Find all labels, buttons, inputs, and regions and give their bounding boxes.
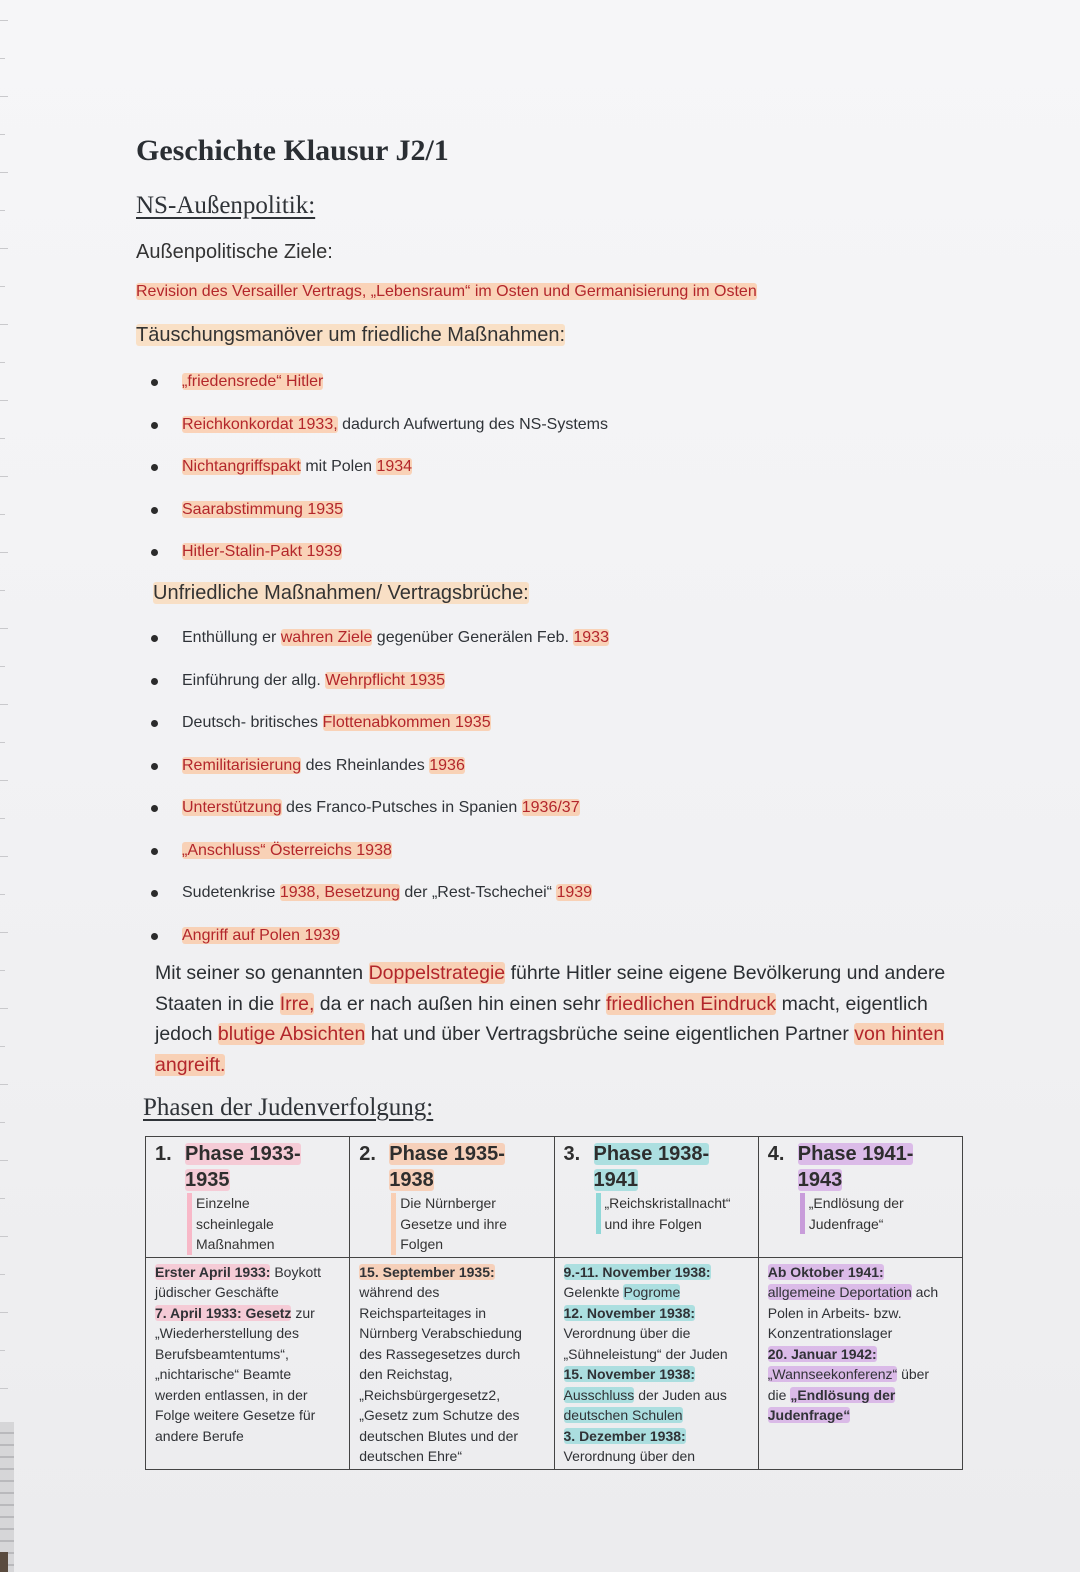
edge-tick	[0, 1160, 8, 1161]
edge-tick	[0, 248, 8, 249]
edge-tick	[0, 514, 5, 515]
phase-detail-date: 15. November 1938:	[563, 1366, 696, 1382]
edge-tick	[0, 1350, 5, 1351]
phase-detail-line	[155, 1426, 341, 1447]
edge-tick	[0, 932, 8, 933]
phase-description-line: Die Nürnberger	[400, 1195, 496, 1211]
phase-title-line: 1943	[797, 1169, 843, 1191]
edge-tick	[0, 856, 8, 857]
edge-tick	[0, 894, 5, 895]
phase-detail-text: Nürnberg Verabschiedung	[359, 1325, 522, 1341]
unpeaceful-measures-list	[146, 627, 609, 967]
phase-detail-highlight: „Endlösung der	[790, 1386, 896, 1403]
phase-detail-text: „Reichsbürgergesetz2,	[359, 1386, 501, 1403]
phase-detail-line	[359, 1303, 545, 1324]
phase-title-line: Phase 1933-	[185, 1143, 301, 1165]
phase-detail-line	[359, 1262, 545, 1283]
phase-description	[391, 1193, 545, 1255]
phase-detail-date: 12. November 1938:	[563, 1304, 696, 1321]
phase-detail-text: deutschen Blutes und der	[359, 1427, 519, 1444]
phase-detail-line	[155, 1323, 341, 1344]
peaceful-item-highlight: Nichtangriffspakt	[182, 458, 301, 475]
unpeaceful-item-text: Einführung der allg.	[182, 671, 326, 689]
edge-tick	[0, 590, 5, 591]
phase-title-years	[768, 1167, 954, 1193]
phase-number: 4.	[767, 1143, 785, 1165]
unpeaceful-item-highlight: Flottenabkommen 1935	[322, 714, 491, 731]
phase-detail-text: während des	[359, 1284, 440, 1300]
phase-title	[359, 1141, 545, 1193]
unpeaceful-measures-label	[153, 582, 529, 605]
phase-detail-text: die	[767, 1386, 791, 1403]
unpeaceful-item	[146, 712, 609, 755]
unpeaceful-item-text: Sudetenkrise	[182, 884, 280, 901]
edge-tick	[0, 210, 5, 211]
section-heading-persecution-phases: Phasen der Judenverfolgung:	[143, 1094, 434, 1121]
phase-title	[155, 1141, 341, 1193]
summary-paragraph	[155, 958, 975, 1080]
edge-tick	[0, 1046, 5, 1047]
phase-detail-line	[155, 1344, 341, 1365]
phase-title-line: 1938	[389, 1169, 434, 1191]
phase-title-line: 1935	[185, 1169, 230, 1191]
peaceful-item	[146, 456, 608, 499]
unpeaceful-item-text: gegenüber Generälen Feb.	[372, 629, 574, 646]
phases-detail-row	[146, 1257, 963, 1469]
phase-detail-line	[359, 1426, 545, 1447]
phase-description-line: Judenfrage“	[808, 1215, 884, 1232]
phase-detail-date: 20. Januar 1942:	[767, 1345, 877, 1362]
phase-detail-date: Ab Oktober 1941:	[767, 1263, 884, 1280]
edge-tick	[0, 628, 8, 629]
phase-detail-text: des Rassegesetzes durch	[359, 1345, 521, 1362]
unpeaceful-item-highlight: wahren Ziele	[280, 629, 373, 646]
unpeaceful-item-text: der „Rest-Tschechei“	[399, 884, 557, 901]
phase-detail-line	[155, 1282, 341, 1303]
edge-tick	[0, 400, 8, 401]
edge-tick	[0, 172, 8, 173]
page-edge-marks	[0, 0, 10, 1572]
phase-detail-text: den Reichstag,	[359, 1366, 453, 1382]
phase-detail-text: „nichtarische“ Beamte	[155, 1366, 292, 1382]
edge-tick	[0, 362, 5, 363]
phase-title	[564, 1141, 750, 1193]
edge-tick	[0, 324, 8, 325]
edge-tick	[0, 552, 8, 553]
phase-detail-text: Gelenkte	[563, 1284, 624, 1300]
unpeaceful-item-highlight: 1933	[573, 629, 609, 646]
phase-detail-line	[359, 1405, 545, 1426]
paragraph-text: macht, eigentlich jedoch	[155, 992, 928, 1045]
phases-header-row	[146, 1137, 963, 1258]
phase-title-line: Phase 1941-	[797, 1143, 914, 1165]
phase-detail-line	[155, 1405, 341, 1426]
paragraph-highlight: blutige Absichten	[217, 1023, 366, 1045]
unpeaceful-item-text: des Rheinlandes	[301, 756, 430, 774]
phase-detail-line	[564, 1446, 750, 1467]
phase-detail-cell	[554, 1257, 758, 1469]
goals-text	[136, 283, 757, 301]
phase-detail-line	[155, 1385, 341, 1406]
edge-tick	[0, 1388, 8, 1389]
edge-tick	[0, 134, 5, 135]
unpeaceful-item	[146, 755, 609, 798]
phase-detail-text: „Gesetz zum Schutze des	[359, 1407, 520, 1423]
peaceful-item-highlight: „friedensrede“ Hitler	[182, 373, 324, 390]
unpeaceful-item-highlight: 1939	[556, 884, 593, 901]
phase-detail-date: Erster April 1933:	[155, 1263, 271, 1280]
unpeaceful-item	[146, 797, 609, 840]
unpeaceful-item-highlight: „Anschluss“ Österreichs 1938	[182, 841, 392, 859]
edge-tick	[0, 1122, 5, 1123]
peaceful-item-highlight: 1934	[376, 458, 413, 475]
phase-detail-highlight: Pogrome	[623, 1284, 681, 1300]
phase-description-line: Maßnahmen	[196, 1236, 275, 1252]
phase-detail-text: ach	[911, 1284, 939, 1300]
phase-header-cell	[146, 1137, 350, 1258]
peaceful-item	[146, 371, 608, 414]
unpeaceful-measures-label-text: Unfriedliche Maßnahmen/ Vertragsbrüche:	[153, 582, 529, 604]
edge-tick	[0, 286, 5, 287]
phase-detail-highlight: deutschen Schulen	[563, 1407, 683, 1423]
phase-detail-date: 9.-11. November 1938:	[563, 1263, 711, 1280]
phase-title	[768, 1141, 954, 1193]
phase-detail-line	[359, 1323, 545, 1344]
paragraph-text: da er nach außen hin einen sehr	[314, 992, 606, 1015]
unpeaceful-item-highlight: 1936/37	[521, 799, 580, 816]
paragraph-highlight: Doppelstrategie	[368, 962, 506, 984]
paragraph-text: führte Hitler seine eigene Bevölkerung und andere Staaten in die	[155, 962, 946, 1015]
phase-detail-highlight: allgemeine Deportation	[767, 1284, 912, 1300]
phase-detail-line	[155, 1364, 341, 1385]
peaceful-measures-label	[136, 324, 565, 347]
phase-detail-date: 7. April 1933: Gesetz	[155, 1304, 292, 1321]
peaceful-measures-label-text: Täuschungsmanöver um friedliche Maßnahmen:	[136, 324, 566, 346]
phase-detail-text: zur	[291, 1304, 315, 1321]
edge-tick	[0, 96, 8, 97]
unpeaceful-item-highlight: 1938, Besetzung	[279, 884, 400, 901]
goals-text-highlight: Revision des Versailler Vertrags, „Lebensraum“ im Osten und Germanisierung im Osten	[136, 283, 757, 300]
phase-number: 3.	[563, 1143, 581, 1165]
phase-detail-highlight: Ausschluss	[563, 1386, 635, 1403]
edge-tick	[0, 20, 8, 21]
peaceful-item	[146, 414, 608, 457]
phase-description-line: „Reichskristallnacht“	[604, 1195, 731, 1211]
paragraph-highlight: Irre,	[279, 992, 315, 1015]
phase-detail-line	[564, 1405, 750, 1426]
unpeaceful-item	[146, 627, 609, 670]
phase-detail-highlight: „Wannseekonferenz“	[767, 1366, 898, 1382]
phase-number: 1.	[155, 1143, 172, 1165]
goals-label: Außenpolitische Ziele:	[136, 241, 333, 263]
phase-detail-text: Berufsbeamtentums“,	[155, 1345, 289, 1362]
phase-detail-cell	[146, 1257, 350, 1469]
phase-header-cell	[758, 1137, 962, 1258]
phase-description-line: „Endlösung der	[808, 1195, 904, 1211]
phase-detail-line	[768, 1282, 954, 1303]
phase-detail-line	[155, 1262, 341, 1283]
unpeaceful-item-text: des Franco-Putsches in Spanien	[281, 799, 522, 816]
peaceful-item-highlight: Hitler-Stalin-Pakt 1939	[182, 543, 343, 560]
phase-header-cell	[554, 1137, 758, 1258]
phase-detail-text: jüdischer Geschäfte	[155, 1284, 279, 1300]
unpeaceful-item-text: Deutsch- britisches	[182, 714, 323, 731]
phase-detail-line	[564, 1262, 750, 1283]
edge-tick	[0, 1274, 5, 1275]
phase-description-line: Gesetze und ihre	[400, 1215, 507, 1232]
peaceful-item-highlight: Reichkonkordat 1933,	[182, 415, 338, 433]
phase-detail-line	[155, 1303, 341, 1324]
phase-detail-line	[564, 1323, 750, 1344]
peaceful-item-text: dadurch Aufwertung des NS-Systems	[337, 415, 609, 433]
phase-detail-text: Verordnung über den	[563, 1448, 696, 1464]
edge-tick	[0, 666, 5, 667]
edge-tick	[0, 818, 5, 819]
phase-title-years	[564, 1167, 750, 1193]
peaceful-item-text: mit Polen	[300, 458, 377, 475]
phase-detail-line	[564, 1385, 750, 1406]
phase-detail-text: Reichsparteitages in	[359, 1304, 487, 1321]
paragraph-highlight: von hinten angreift.	[155, 1023, 945, 1076]
phase-detail-text: „Sühneleistung“ der Juden	[563, 1345, 728, 1362]
phase-detail-text: über	[897, 1366, 930, 1382]
phase-detail-line	[768, 1344, 954, 1365]
edge-tick	[0, 1008, 8, 1009]
phase-description	[187, 1193, 341, 1255]
phase-description	[596, 1193, 750, 1234]
phase-detail-text: werden entlassen, in der	[155, 1386, 308, 1403]
phase-detail-line	[768, 1262, 954, 1283]
phase-detail-text: „Wiederherstellung des	[155, 1325, 299, 1341]
phase-detail-line	[359, 1385, 545, 1406]
phase-detail-date: 3. Dezember 1938:	[563, 1427, 686, 1444]
phase-detail-line	[564, 1364, 750, 1385]
phase-title-line: Phase 1938-	[593, 1143, 710, 1165]
edge-tick	[0, 1198, 5, 1199]
binder-corner	[0, 1552, 8, 1572]
phase-detail-highlight: Judenfrage“	[767, 1407, 851, 1423]
phase-detail-text: Polen in Arbeits- bzw.	[767, 1304, 902, 1321]
phase-detail-line	[359, 1446, 545, 1467]
edge-tick	[0, 58, 5, 59]
edge-tick	[0, 780, 8, 781]
phase-detail-text: Boykott	[270, 1263, 322, 1280]
unpeaceful-item-text: Enthüllung er	[182, 629, 281, 646]
phase-detail-line	[768, 1364, 954, 1385]
paragraph-text: Mit seiner so genannten	[155, 962, 369, 984]
unpeaceful-item-highlight: Wehrpflicht 1935	[325, 671, 445, 689]
peaceful-item	[146, 541, 608, 584]
phase-number: 2.	[359, 1143, 376, 1165]
phase-title-line: Phase 1935-	[389, 1143, 505, 1165]
phase-detail-line	[564, 1282, 750, 1303]
section-heading-foreign-policy: NS-Außenpolitik:	[136, 192, 316, 219]
edge-tick	[0, 704, 8, 705]
phase-detail-line	[359, 1282, 545, 1303]
phase-detail-text: deutschen Ehre“	[359, 1448, 462, 1464]
unpeaceful-item-highlight: Angriff auf Polen 1939	[182, 926, 341, 944]
phase-detail-line	[359, 1364, 545, 1385]
edge-tick	[0, 1312, 8, 1313]
phase-detail-line	[768, 1323, 954, 1344]
unpeaceful-item-highlight: Unterstützung	[182, 799, 282, 816]
edge-tick	[0, 1084, 8, 1085]
phase-detail-date: 15. September 1935:	[359, 1263, 495, 1280]
phase-detail-text: der Juden aus	[634, 1386, 727, 1403]
phase-detail-line	[359, 1344, 545, 1365]
edge-tick	[0, 970, 5, 971]
phase-header-cell	[350, 1137, 554, 1258]
phase-description-line: Einzelne	[196, 1195, 250, 1211]
phase-title-years	[155, 1167, 341, 1193]
phase-detail-text: andere Berufe	[155, 1427, 244, 1444]
phase-title-years	[359, 1167, 545, 1193]
phase-description	[800, 1193, 954, 1234]
edge-tick	[0, 438, 5, 439]
phase-description-line: und ihre Folgen	[604, 1215, 702, 1232]
phase-detail-cell	[350, 1257, 554, 1469]
document-title: Geschichte Klausur J2/1	[136, 134, 449, 167]
paragraph-highlight: friedlichen Eindruck	[605, 992, 777, 1015]
phase-detail-line	[768, 1385, 954, 1406]
unpeaceful-item-highlight: 1936	[429, 756, 465, 774]
phases-table	[145, 1136, 963, 1470]
edge-tick	[0, 742, 5, 743]
phase-detail-text: Verordnung über die	[563, 1325, 691, 1341]
phase-detail-cell	[758, 1257, 962, 1469]
unpeaceful-item	[146, 840, 609, 883]
edge-tick	[0, 476, 8, 477]
phase-title-line: 1941	[593, 1169, 638, 1191]
phase-detail-line	[768, 1405, 954, 1426]
unpeaceful-item	[146, 882, 609, 925]
phase-detail-line	[564, 1426, 750, 1447]
phase-description-line: Folgen	[400, 1236, 444, 1252]
phase-detail-line	[564, 1303, 750, 1324]
binder-strip	[0, 1422, 14, 1572]
unpeaceful-item-highlight: Remilitarisierung	[182, 756, 302, 774]
phase-detail-line	[564, 1344, 750, 1365]
phase-description-line: scheinlegale	[196, 1215, 274, 1232]
peaceful-measures-list	[146, 371, 608, 584]
paragraph-text: hat und über Vertragsbrüche seine eigentlichen Partner	[365, 1023, 855, 1045]
peaceful-item	[146, 499, 608, 542]
phase-detail-text: Folge weitere Gesetze für	[155, 1407, 316, 1423]
edge-tick	[0, 1236, 8, 1237]
peaceful-item-highlight: Saarabstimmung 1935	[182, 500, 343, 518]
phase-detail-text: Konzentrationslager	[767, 1325, 893, 1341]
phase-detail-line	[768, 1303, 954, 1324]
unpeaceful-item	[146, 670, 609, 713]
